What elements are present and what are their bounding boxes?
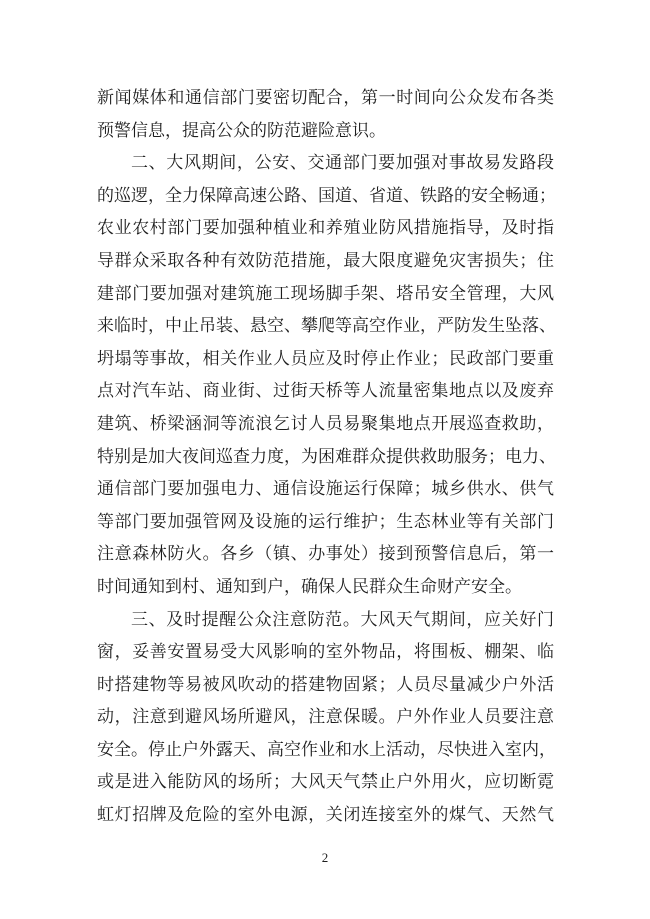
text-line: 建部门要加强对建筑施工现场脚手架、塔吊安全管理，大风 bbox=[97, 283, 554, 303]
text-line: 建筑、桥梁涵洞等流浪乞讨人员易聚集地点开展巡查救助， bbox=[97, 413, 554, 433]
text-line: 导群众采取各种有效防范措施，最大限度避免灾害损失；住 bbox=[97, 250, 554, 270]
text-line-paragraph-two-start: 二、大风期间，公安、交通部门要加强对事故易发路段 bbox=[131, 153, 554, 173]
text-line: 的巡逻，全力保障高速公路、国道、省道、铁路的安全畅通； bbox=[97, 185, 556, 205]
text-line: 点对汽车站、商业街、过街天桥等人流量密集地点以及废弃 bbox=[97, 381, 554, 401]
text-line: 通信部门要加强电力、通信设施运行保障；城乡供水、供气 bbox=[97, 479, 554, 499]
text-line: 时间通知到村、通知到户，确保人民群众生命财产安全。 bbox=[97, 576, 522, 596]
text-line: 预警信息，提高公众的防范避险意识。 bbox=[97, 120, 386, 140]
text-line: 新闻媒体和通信部门要密切配合，第一时间向公众发布各类 bbox=[97, 88, 554, 107]
page-number: 2 bbox=[321, 850, 329, 865]
text-line: 坍塌等事故，相关作业人员应及时停止作业；民政部门要重 bbox=[97, 348, 554, 368]
text-line: 时搭建物等易被风吹动的搭建物固紧；人员尽量减少户外活 bbox=[97, 674, 554, 694]
text-line: 或是进入能防风的场所；大风天气禁止户外用火，应切断霓 bbox=[97, 772, 554, 792]
text-line: 来临时，中止吊装、悬空、攀爬等高空作业，严防发生坠落、 bbox=[97, 316, 556, 336]
text-line: 特别是加大夜间巡查力度，为困难群众提供救助服务；电力、 bbox=[97, 446, 556, 466]
text-line: 动，注意到避风场所避风，注意保暖。户外作业人员要注意 bbox=[97, 707, 554, 727]
document-body-text bbox=[97, 82, 554, 832]
text-line: 窗，妥善安置易受大风影响的室外物品，将围板、棚架、临 bbox=[97, 642, 554, 662]
text-line: 注意森林防火。各乡（镇、办事处）接到预警信息后，第一 bbox=[97, 544, 554, 564]
text-line: 安全。停止户外露天、高空作业和水上活动，尽快进入室内， bbox=[97, 739, 556, 759]
text-line-paragraph-three-start: 三、及时提醒公众注意防范。大风天气期间，应关好门 bbox=[131, 609, 554, 629]
text-line: 农业农村部门要加强种植业和养殖业防风措施指导，及时指 bbox=[97, 218, 554, 238]
text-line: 等部门要加强管网及设施的运行维护；生态林业等有关部门 bbox=[97, 511, 554, 531]
text-line: 虹灯招牌及危险的室外电源，关闭连接室外的煤气、天然气 bbox=[97, 805, 554, 825]
